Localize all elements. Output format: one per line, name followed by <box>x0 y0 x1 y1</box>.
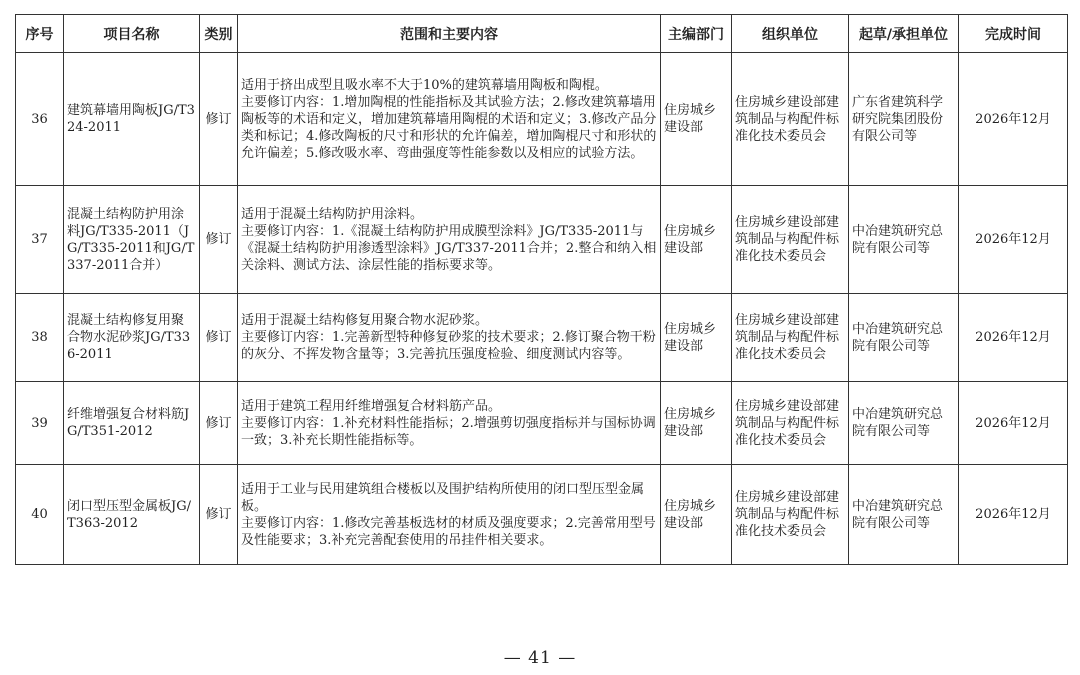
row-drafter: 中冶建筑研究总院有限公司等 <box>849 465 959 565</box>
page-number: — 41 — <box>503 648 577 668</box>
row-editor: 住房城乡建设部 <box>661 186 732 294</box>
row-org: 住房城乡建设部建筑制品与构配件标准化技术委员会 <box>732 294 849 382</box>
table-row <box>16 53 1068 186</box>
row-category: 修订 <box>200 465 238 565</box>
row-no: 40 <box>16 465 64 565</box>
header-org: 组织单位 <box>732 15 849 53</box>
row-org: 住房城乡建设部建筑制品与构配件标准化技术委员会 <box>732 53 849 186</box>
row-org: 住房城乡建设部建筑制品与构配件标准化技术委员会 <box>732 382 849 465</box>
row-editor: 住房城乡建设部 <box>661 465 732 565</box>
header-drafter: 起草/承担单位 <box>849 15 959 53</box>
row-name: 混凝土结构防护用涂料JG/T335-2011（JG/T335-2011和JG/T337-2011合并） <box>64 186 200 294</box>
row-category: 修订 <box>200 382 238 465</box>
row-drafter: 中冶建筑研究总院有限公司等 <box>849 186 959 294</box>
row-deadline: 2026年12月 <box>959 53 1068 186</box>
header-category: 类别 <box>200 15 238 53</box>
row-category: 修订 <box>200 294 238 382</box>
row-drafter: 中冶建筑研究总院有限公司等 <box>849 294 959 382</box>
row-name: 建筑幕墙用陶板JG/T324-2011 <box>64 53 200 186</box>
row-name: 混凝土结构修复用聚合物水泥砂浆JG/T336-2011 <box>64 294 200 382</box>
header-no: 序号 <box>16 15 64 53</box>
header-deadline: 完成时间 <box>959 15 1068 53</box>
row-scope: 适用于挤出成型且吸水率不大于10%的建筑幕墙用陶板和陶棍。 主要修订内容：1.增加陶棍的性能指标及其试验方法；2.修改建筑幕墙用陶板等的术语和定义，增加建筑幕墙用陶棍的术语和定义；3.修改产品分类和标记；4.修改陶板的尺寸和形状的允许偏差，增加陶棍尺寸和形状的允许偏差；5.修改吸水率、弯曲强度等性能参数以及相应的试验方法。 <box>238 53 661 186</box>
row-deadline: 2026年12月 <box>959 294 1068 382</box>
row-category: 修订 <box>200 53 238 186</box>
row-editor: 住房城乡建设部 <box>661 382 732 465</box>
row-scope: 适用于混凝土结构修复用聚合物水泥砂浆。 主要修订内容：1.完善新型特种修复砂浆的技术要求；2.修订聚合物干粉的灰分、不挥发物含量等；3.完善抗压强度检验、细度测试内容等。 <box>238 294 661 382</box>
table-row <box>16 186 1068 294</box>
row-scope: 适用于混凝土结构防护用涂料。 主要修订内容：1.《混凝土结构防护用成膜型涂料》JG/T335-2011与《混凝土结构防护用渗透型涂料》JG/T337-2011合并；2.整合和纳入相关涂料、测试方法、涂层性能的指标要求等。 <box>238 186 661 294</box>
header-name: 项目名称 <box>64 15 200 53</box>
header-row <box>16 15 1068 53</box>
header-editor: 主编部门 <box>661 15 732 53</box>
table-row <box>16 382 1068 465</box>
row-editor: 住房城乡建设部 <box>661 53 732 186</box>
row-no: 36 <box>16 53 64 186</box>
row-no: 38 <box>16 294 64 382</box>
row-deadline: 2026年12月 <box>959 382 1068 465</box>
row-deadline: 2026年12月 <box>959 465 1068 565</box>
row-no: 39 <box>16 382 64 465</box>
row-deadline: 2026年12月 <box>959 186 1068 294</box>
row-editor: 住房城乡建设部 <box>661 294 732 382</box>
row-category: 修订 <box>200 186 238 294</box>
row-name: 闭口型压型金属板JG/T363-2012 <box>64 465 200 565</box>
row-drafter: 广东省建筑科学研究院集团股份有限公司等 <box>849 53 959 186</box>
table-row <box>16 294 1068 382</box>
row-name: 纤维增强复合材料筋JG/T351-2012 <box>64 382 200 465</box>
row-org: 住房城乡建设部建筑制品与构配件标准化技术委员会 <box>732 186 849 294</box>
standards-table <box>15 14 1068 565</box>
header-scope: 范围和主要内容 <box>238 15 661 53</box>
row-no: 37 <box>16 186 64 294</box>
row-org: 住房城乡建设部建筑制品与构配件标准化技术委员会 <box>732 465 849 565</box>
table-row <box>16 465 1068 565</box>
row-drafter: 中冶建筑研究总院有限公司等 <box>849 382 959 465</box>
row-scope: 适用于建筑工程用纤维增强复合材料筋产品。 主要修订内容：1.补充材料性能指标；2.增强剪切强度指标并与国标协调一致；3.补充长期性能指标等。 <box>238 382 661 465</box>
row-scope: 适用于工业与民用建筑组合楼板以及围护结构所使用的闭口型压型金属板。 主要修订内容：1.修改完善基板选材的材质及强度要求；2.完善常用型号及性能要求；3.补充完善配套使用的吊挂件相关要求。 <box>238 465 661 565</box>
